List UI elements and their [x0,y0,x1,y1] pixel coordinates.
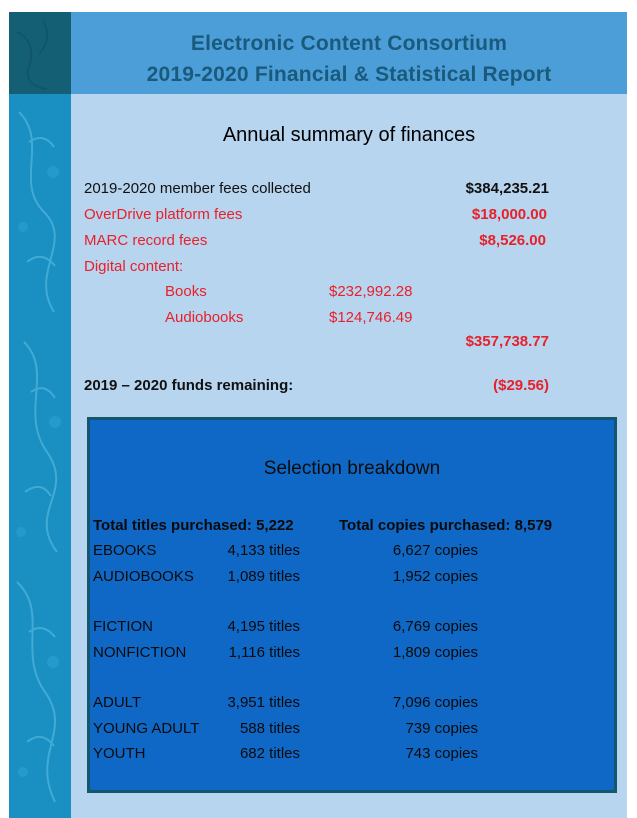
digital-content-label: Digital content: [84,258,184,275]
row-titles: 1,116 titles [228,644,300,661]
report-header [71,12,627,94]
selection-breakdown-panel [87,417,617,793]
row-label: AUDIOBOOKS [93,568,194,585]
audiobooks-amount: $124,746.49 [329,309,413,326]
report-page [71,12,627,818]
audiobooks-label: Audiobooks [165,309,244,326]
consortium-title: Electronic Content Consortium [190,32,508,55]
row-copies: 6,627 copies [392,542,478,559]
member-fees-label: 2019-2020 member fees collected [84,180,311,197]
row-label: FICTION [93,618,153,635]
row-titles: 4,133 titles [227,542,300,559]
floral-pattern-icon [9,12,71,818]
selection-title: Selection breakdown [263,458,441,479]
marc-fees-label: MARC record fees [84,232,208,249]
row-titles: 682 titles [239,745,300,762]
row-titles: 1,089 titles [227,568,300,585]
row-copies: 6,769 copies [392,618,478,635]
decorative-sidebar [9,12,71,818]
row-label: YOUNG ADULT [93,720,200,737]
row-copies: 739 copies [405,720,478,737]
row-titles: 3,951 titles [227,694,300,711]
row-copies: 7,096 copies [392,694,478,711]
summary-title: Annual summary of finances [222,124,476,146]
books-label: Books [165,283,207,300]
row-copies: 1,809 copies [392,644,478,661]
row-titles: 588 titles [239,720,300,737]
member-fees-amount: $384,235.21 [465,180,549,197]
total-copies: Total copies purchased: 8,579 [339,517,553,534]
total-titles: Total titles purchased: 5,222 [93,517,294,534]
row-titles: 4,195 titles [227,618,300,635]
funds-remaining-amount: ($29.56) [493,377,549,394]
report-title: 2019-2020 Financial & Statistical Report [146,63,552,86]
row-label: NONFICTION [93,644,187,661]
row-copies: 1,952 copies [392,568,478,585]
marc-fees-amount: $8,526.00 [479,232,546,249]
row-label: ADULT [93,694,142,711]
row-label: EBOOKS [93,542,157,559]
funds-remaining-label: 2019 – 2020 funds remaining: [84,377,294,394]
digital-content-total: $357,738.77 [465,333,549,350]
overdrive-fees-label: OverDrive platform fees [84,206,243,223]
books-amount: $232,992.28 [329,283,413,300]
overdrive-fees-amount: $18,000.00 [471,206,547,223]
row-label: YOUTH [93,745,146,762]
row-copies: 743 copies [405,745,478,762]
